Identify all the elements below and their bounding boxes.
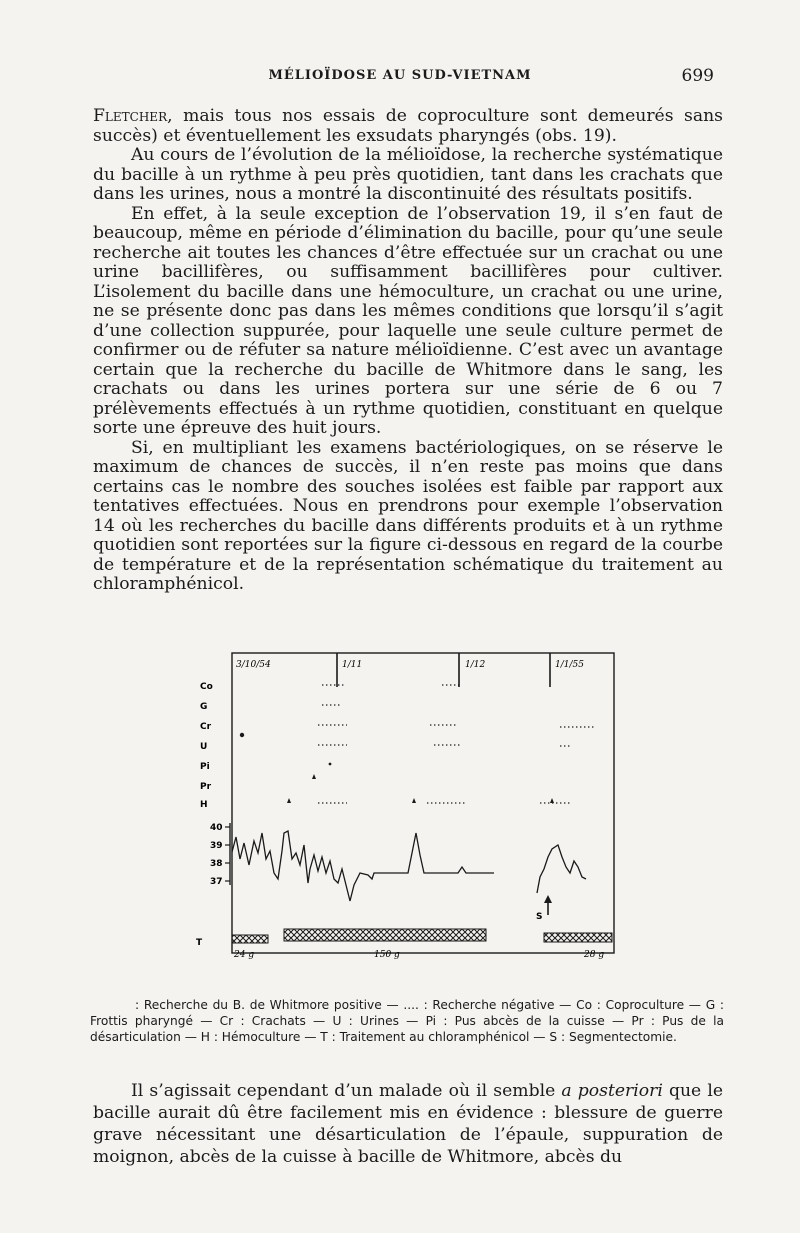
paragraph-5-start: Il s’agissait cependant d’un malade où il semble [131, 1081, 562, 1101]
row-label-pr: Pr [200, 782, 212, 792]
paragraph-3: En effet, à la seule exception de l’observation 19, il s’en faut de beaucoup, même en période d’élimination du bacille, pour qu’une seule recherche ait toutes les chances d’être effectuée sur un crachat ou une urine bacillifères, ou suffisamment bacillifères pour cultiver. L’isolement du bacille dans une hémoculture, un crachat ou une urine, ne se présente donc pas dans les mêmes conditions que lorsqu’il s’agit d’une collection suppurée, pour laquelle une seule culture permet de confirmer ou de réfuter sa nature mélioïdienne. C’est avec un avantage certain que la recherche du bacille de Whitmore dans le sang, les crachats ou dans les urines portera sur une série de 6 ou 7 prélèvements effectués à un rythme quotidien, constituant en quelque sorte une épreuve des huit jours. [93, 203, 723, 438]
surgery-arrow-head [544, 895, 552, 903]
temp-tick-label: 39 [210, 841, 223, 851]
paragraph-5-italic: a posteriori [561, 1081, 663, 1101]
paragraph-1-text: , mais tous nos essais de coproculture sont demeurés sans succès) et éventuellement les exsudats pharyngés (obs. 19). [93, 106, 723, 146]
figure-caption: : Recherche du B. de Whitmore positive — .... : Recherche négative — Co : Coproculture — G : Frottis pharyngé — Cr : Crachats — U : Urines — Pi : Pus abcès de la cuisse — Pr : Pus de la désarticulation — H : Hémoculture — T : Traitement au chloramphénicol — S : Segmentectomie. [90, 998, 724, 1044]
temp-tick-label: 38 [210, 859, 223, 869]
date-label: 1/11 [342, 660, 363, 670]
paragraph-1 [93, 107, 723, 146]
dose-label: 150 g [374, 950, 400, 960]
temperature-curve-late [537, 845, 586, 893]
figure-svg [196, 647, 642, 972]
page-number: 699 [681, 66, 714, 86]
surgery-label: S [536, 912, 543, 922]
temp-tick-label: 37 [210, 877, 223, 887]
figure-chart [196, 647, 642, 972]
treatment-label: T [196, 938, 203, 948]
paragraph-5-end: que le bacille aurait dû être facilement mis en évidence : blessure de guerre grave nécessitant une désarticulation de l’épaule, suppuration de moignon, abcès de la cuisse à bacille de Whitmore, abcès du [93, 1081, 723, 1167]
positive-results [240, 733, 554, 803]
date-label: 1/1/55 [555, 660, 584, 670]
negative-results [318, 685, 594, 803]
date-label: 1/12 [465, 660, 486, 670]
paragraph-2: Au cours de l’évolution de la mélioïdose, la recherche systématique du bacille à un rythme à peu près quotidien, tant dans les crachats que dans les urines, nous a montré la discontinuité des résultats positifs. [93, 145, 723, 204]
author-name: Fletcher [93, 106, 168, 126]
treatment-bar [544, 933, 612, 942]
running-head [0, 68, 800, 94]
row-label-h: H [200, 800, 208, 810]
body-text [93, 107, 723, 595]
dose-label: 28 g [584, 950, 605, 960]
treatment-bar [284, 929, 486, 941]
paragraph-4: Si, en multipliant les examens bactériologiques, on se réserve le maximum de chances de succès, il n’en reste pas moins que dans certains cas le nombre des souches isolées est faible par rapport aux tentatives effectuées. Nous en prendrons pour exemple l’observation 14 où les recherches du bacille dans différents produits et à un rythme quotidien sont reportées sur la figure ci-dessous en regard de la courbe de température et de la représentation schématique du traitement au chloramphénicol. [93, 437, 723, 594]
row-label-co: Co [200, 682, 213, 692]
dose-label: 24 g [234, 950, 255, 960]
row-label-cr: Cr [200, 722, 212, 732]
running-title: MÉLIOÏDOSE AU SUD-VIETNAM [268, 68, 532, 83]
temp-tick-label: 40 [210, 823, 223, 833]
date-label: 3/10/54 [236, 660, 271, 670]
temperature-curve [232, 831, 494, 901]
row-label-pi: Pi [200, 762, 210, 772]
temp-ticks [225, 827, 230, 881]
row-label-g: G [200, 702, 208, 712]
treatment-bar [232, 935, 268, 943]
row-label-u: U [200, 742, 208, 752]
paragraph-5 [93, 1080, 723, 1168]
